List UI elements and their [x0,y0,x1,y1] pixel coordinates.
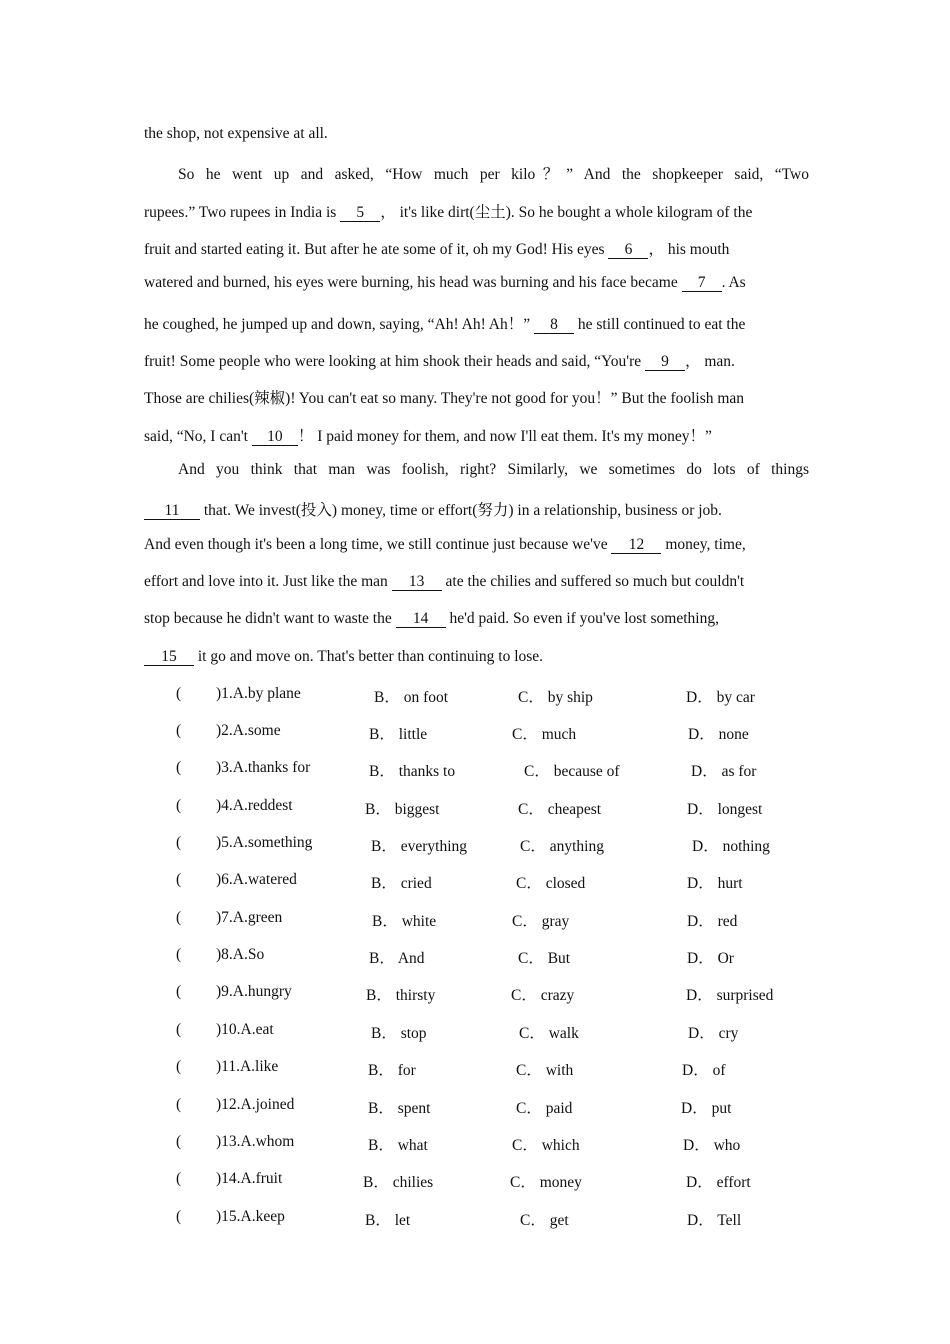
option-b: B． on foot [374,689,449,706]
blank-13: 13 [392,574,442,591]
option-c: C． But [518,950,571,967]
question-row [0,1170,950,1192]
option-a: )8.A.So [216,946,265,963]
option-a: )2.A.some [216,722,281,739]
question-row [0,909,950,931]
passage-text: money, time, [661,536,746,553]
passage-text: ate the chilies and suffered so much but couldn't [441,573,745,590]
option-a: )11.A.like [216,1058,279,1075]
passage-text: said, “No, I can't [144,428,252,445]
option-c: C． crazy [511,987,575,1004]
option-c: C． gray [512,913,570,930]
option-d: D． hurt [687,875,743,892]
option-b: B． thirsty [366,987,436,1004]
option-b: B． everything [371,838,467,855]
option-c: C． much [512,726,577,743]
answer-paren[interactable]: ( [176,1021,182,1038]
answer-paren[interactable]: ( [176,1058,182,1075]
blank-11: 11 [144,503,200,520]
passage-text: it go and move on. That's better than continuing to lose. [194,648,544,665]
answer-paren[interactable]: ( [176,909,182,926]
answer-paren[interactable]: ( [176,759,182,776]
option-b: B． spent [368,1100,431,1117]
question-row [0,983,950,1005]
option-d: D． red [687,913,738,930]
passage-text: . As [721,274,746,291]
option-d: D． none [688,726,749,743]
passage-text: stop because he didn't want to waste the [144,610,396,627]
passage-line [144,274,809,292]
option-d: D． as for [691,763,757,780]
option-a: )12.A.joined [216,1096,295,1113]
passage-line [144,312,809,334]
option-c: C． with [516,1062,574,1079]
passage-line [144,610,809,628]
passage-text: watered and burned, his eyes were burning, his head was burning and his face became [144,274,682,291]
passage-text: fruit! Some people who were looking at him shook their heads and said, “You're [144,353,645,370]
answer-paren[interactable]: ( [176,1133,182,1150]
blank-8: 8 [534,317,574,334]
option-d: D． Tell [687,1212,742,1229]
passage-text: ， man. [685,353,735,370]
blank-5: 5 [340,205,380,222]
option-c: C． anything [520,838,604,855]
option-a: )9.A.hungry [216,983,292,1000]
passage-line [144,200,809,222]
option-a: )13.A.whom [216,1133,295,1150]
option-c: C． because of [524,763,620,780]
blank-15: 15 [144,649,194,666]
option-b: B． And [369,950,425,967]
option-a: )14.A.fruit [216,1170,283,1187]
option-b: B． what [368,1137,428,1154]
option-b: B． biggest [365,801,440,818]
answer-paren[interactable]: ( [176,983,182,1000]
passage-line [144,237,809,259]
option-c: C． which [512,1137,580,1154]
passage-text: So he went up and asked, “How much per kilo？” And the shopkeeper said, “Two [178,166,809,183]
passage-text: ， his mouth [648,241,730,258]
option-b: B． little [369,726,428,743]
question-row [0,1021,950,1043]
option-d: D． Or [687,950,734,967]
question-row [0,834,950,856]
passage-text: he coughed, he jumped up and down, saying, “Ah! Ah! Ah！” [144,316,535,333]
question-row [0,871,950,893]
answer-paren[interactable]: ( [176,722,182,739]
passage-text: fruit and started eating it. But after he ate some of it, oh my God! His eyes [144,241,609,258]
option-c: C． get [520,1212,569,1229]
answer-paren[interactable]: ( [176,1208,182,1225]
option-b: B． cried [371,875,432,892]
option-d: D． by car [686,689,755,706]
option-b: B． stop [371,1025,427,1042]
option-d: D． nothing [692,838,770,855]
option-c: C． by ship [518,689,593,706]
answer-paren[interactable]: ( [176,834,182,851]
passage-line [144,536,809,554]
option-d: D． who [683,1137,741,1154]
passage-line [178,162,809,184]
option-c: C． paid [516,1100,573,1117]
option-c: C． money [510,1174,582,1191]
option-b: B． let [365,1212,411,1229]
passage-text: ， it's like dirt(尘土). So he bought a whole kilogram of the [380,204,753,221]
question-row [0,1208,950,1230]
option-a: )4.A.reddest [216,797,293,814]
passage-text: rupees.” Two rupees in India is [144,204,341,221]
passage-line [144,424,809,446]
blank-12: 12 [611,537,661,554]
passage-text: that. We invest(投入) money, time or effort(努力) in a relationship, business or job. [200,502,722,519]
option-b: B． thanks to [369,763,456,780]
option-a: )10.A.eat [216,1021,274,1038]
option-c: C． walk [519,1025,579,1042]
option-a: )7.A.green [216,909,283,926]
option-b: B． white [372,913,437,930]
passage-text: Those are chilies(辣椒)! You can't eat so many. They're not good for you！” But the foolish man [144,390,745,407]
option-d: D． cry [688,1025,739,1042]
question-row [0,685,950,707]
option-d: D． surprised [686,987,774,1004]
answer-paren[interactable]: ( [176,946,182,963]
option-a: )3.A.thanks for [216,759,311,776]
answer-paren[interactable]: ( [176,685,182,702]
question-row [0,722,950,744]
passage-line [144,349,809,371]
answer-paren[interactable]: ( [176,1170,182,1187]
answer-paren[interactable]: ( [176,1096,182,1113]
passage-text: he'd paid. So even if you've lost something, [445,610,719,627]
option-d: D． effort [686,1174,751,1191]
passage-line [144,648,809,666]
passage-text: And you think that man was foolish, right? Similarly, we sometimes do lots of things [178,461,809,478]
blank-7: 7 [682,275,722,292]
option-d: D． put [681,1100,732,1117]
passage-text: he still continued to eat the [574,316,746,333]
passage-text: ！ I paid money for them, and now I'll eat them. It's my money！” [297,428,712,445]
option-b: B． for [368,1062,416,1079]
option-b: B． chilies [363,1174,434,1191]
passage-line [144,125,809,143]
passage-text: the shop, not expensive at all. [144,125,328,142]
passage-line [144,573,809,591]
passage-line [144,386,809,408]
option-a: )15.A.keep [216,1208,285,1225]
option-a: )1.A.by plane [216,685,301,702]
passage-text: effort and love into it. Just like the man [144,573,392,590]
blank-10: 10 [252,429,298,446]
blank-6: 6 [608,242,648,259]
question-row [0,1096,950,1118]
blank-9: 9 [645,354,685,371]
option-a: )5.A.something [216,834,313,851]
answer-paren[interactable]: ( [176,797,182,814]
passage-text: And even though it's been a long time, we still continue just because we've [144,536,612,553]
question-row [0,1133,950,1155]
question-row [0,946,950,968]
answer-paren[interactable]: ( [176,871,182,888]
option-d: D． longest [687,801,763,818]
option-d: D． of [682,1062,726,1079]
passage-line [178,461,809,479]
option-c: C． closed [516,875,586,892]
question-row [0,1058,950,1080]
question-row [0,797,950,819]
passage-line [144,498,809,520]
blank-14: 14 [396,611,446,628]
question-row [0,759,950,781]
option-c: C． cheapest [518,801,602,818]
option-a: )6.A.watered [216,871,297,888]
